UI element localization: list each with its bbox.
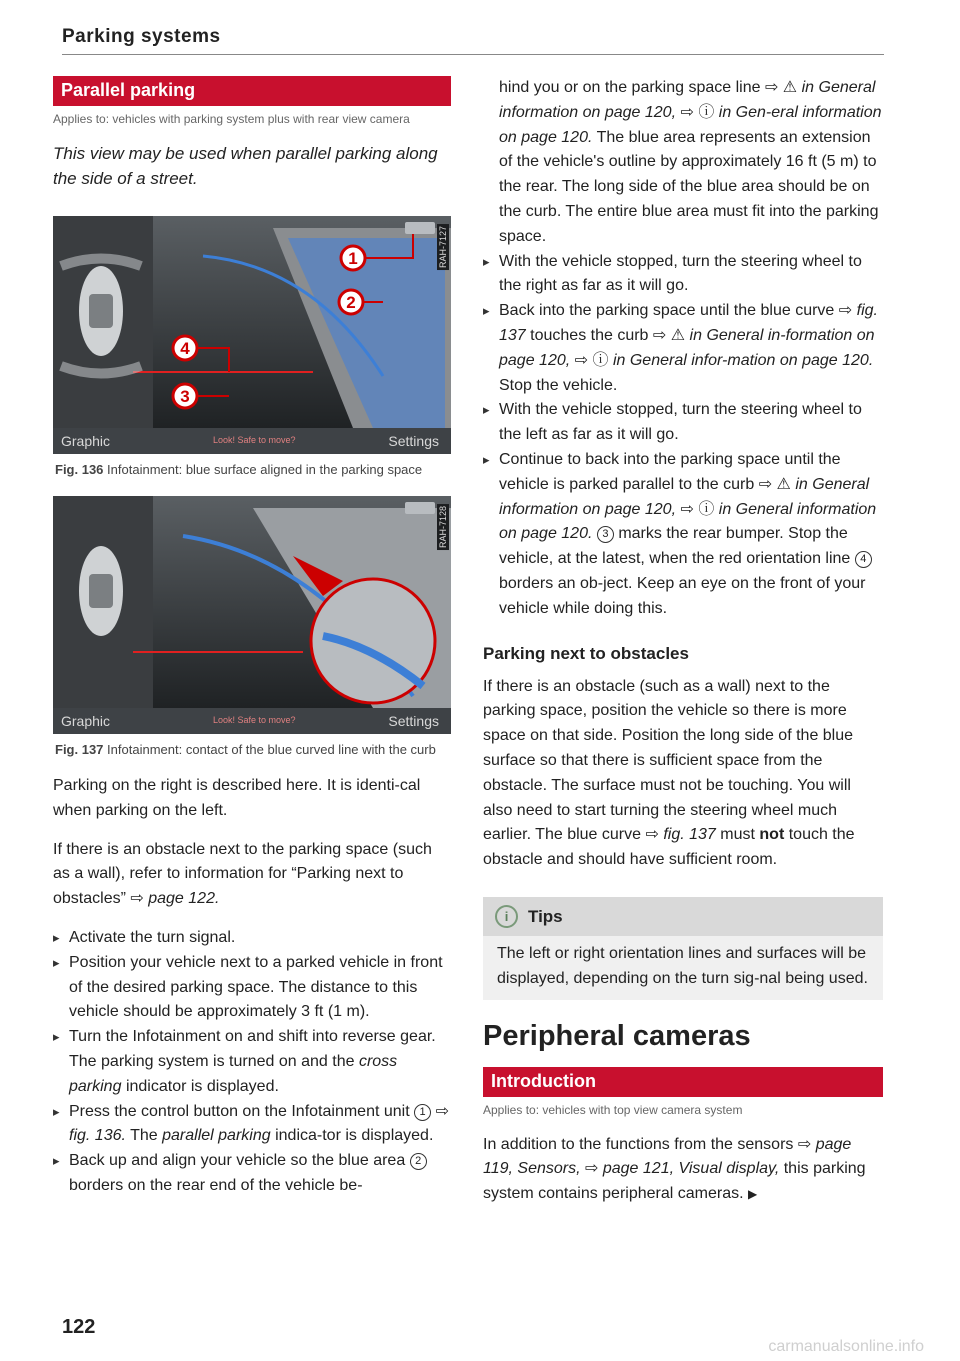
step-item: ▸ With the vehicle stopped, turn the steering wheel to the left as far as it will go. [483,398,883,448]
continue-arrow-icon: ▶ [748,1187,758,1202]
left-column [53,76,451,1199]
paragraph: If there is an obstacle next to the parking space (such as a wall), refer to information for “Parking next to obstacles” ⇨ page 122. [53,840,432,908]
status-icons [405,502,435,514]
paragraph: Parking on the right is described here. It is identi-cal when parking on the left. [53,777,421,819]
right-column [483,76,883,1207]
watermark: carmanualsonline.info [768,1338,924,1355]
tips-box [483,897,883,1000]
graphic-label: Graphic [61,713,111,729]
figure-caption: Fig. 137 Infotainment: contact of the blue curved line with the curb [55,742,436,757]
callout-3: 3 [597,526,614,543]
lead-text: This view may be used when parallel parking along the side of a street. [53,144,438,188]
page-number: 122 [62,1316,96,1338]
svg-text:1: 1 [348,249,358,268]
step-item: ▸ Press the control button on the Infotainment unit 1 ⇨ fig. 136. The parallel parking indica-tor is displayed. [53,1100,451,1150]
figure-137-graphic [53,496,451,734]
step-item: ▸ Position your vehicle next to a parked vehicle in front of the desired parking space. The distance to this vehicle should be approximately 3 ft (1 m). [53,951,451,1025]
header-divider [62,54,884,55]
warning-label: Look! Safe to move? [213,715,296,725]
graphic-label: Graphic [61,433,111,449]
figure-code: RAH-7128 [438,506,448,549]
paragraph: If there is an obstacle (such as a wall) next to the parking space, position the vehicle so there is more space on that side. Position the long side of the blue surface so that there is sufficient space from the obstacle. The surface must not be touching. You will also need to start turning the steering wheel much earlier. The blue curve ⇨ fig. 137 must not touch the obstacle and should have sufficient room. [483,677,855,869]
figure-136-graphic [53,216,451,454]
status-icons [405,222,435,234]
chapter-heading: Peripheral cameras [483,1019,751,1052]
step-list [53,926,451,1199]
step-item: ▸ Continue to back into the parking space until the vehicle is parked parallel to the curb ⇨ ⚠ in General information on page 120, ⇨ ⓘ in General information on page 120. 3 marks the rear bumper. Stop the vehicle, at the latest, when the red orientation line 4 borders an ob-ject. Keep an eye on the front of your vehicle while doing this. [483,448,883,622]
applies-note: Applies to: vehicles with parking system plus with rear view camera [53,112,410,126]
applies-note: Applies to: vehicles with top view camera system [483,1102,743,1117]
page-header [62,26,882,48]
figure-136 [53,216,451,454]
paragraph: hind you or on the parking space line ⇨ ⚠ in General information on page 120, ⇨ ⓘ in Gen-eral information on page 120. The blue area represents an extension of the vehicle's outline by approximately 16 ft (5 m) to the rear. The long side of the blue area should be on the curb. The entire blue area must fit into the parking space. [499,79,882,245]
step-item: ▸ Back into the parking space until the blue curve ⇨ fig. 137 touches the curb ⇨ ⚠ in General in-formation on page 120, ⇨ ⓘ in General infor-mation on page 120. Stop the vehicle. [483,299,883,398]
step-item: ▸ Activate the turn signal. [53,926,451,951]
step-item: ▸ With the vehicle stopped, turn the steering wheel to the right as far as it will go. [483,250,883,300]
callout-2: 2 [410,1153,427,1170]
settings-label: Settings [388,433,439,449]
header-title: Parking systems [62,26,221,47]
svg-text:2: 2 [346,293,356,312]
paragraph: In addition to the functions from the sensors ⇨ page 119, Sensors, ⇨ page 121, Visual display, this parking system contains peripheral cameras. ▶ [483,1135,866,1203]
settings-label: Settings [388,713,439,729]
tips-header: i Tips [483,897,883,936]
figure-code: RAH-7127 [438,226,448,269]
info-icon: i [495,905,518,928]
warning-label: Look! Safe to move? [213,435,296,445]
step-item: ▸ Turn the Infotainment on and shift into reverse gear. The parking system is turned on and the cross parking indicator is displayed. [53,1025,451,1099]
figure-137 [53,496,451,734]
figure-caption: Fig. 136 Infotainment: blue surface aligned in the parking space [55,462,423,477]
subheading: Parking next to obstacles [483,643,689,663]
step-list [483,250,883,622]
step-item: ▸ Back up and align your vehicle so the blue area 2 borders on the rear end of the vehicle be- [53,1149,451,1199]
section-title: Introduction [483,1067,883,1097]
callout-4: 4 [855,551,872,568]
section-title: Parallel parking [53,76,451,106]
svg-text:4: 4 [180,339,190,358]
svg-text:3: 3 [180,387,190,406]
callout-1: 1 [414,1104,431,1121]
infotainment-bar [53,428,451,454]
infotainment-bar [53,708,451,734]
tips-body: The left or right orientation lines and surfaces will be displayed, depending on the turn sig-nal being used. [497,944,868,987]
